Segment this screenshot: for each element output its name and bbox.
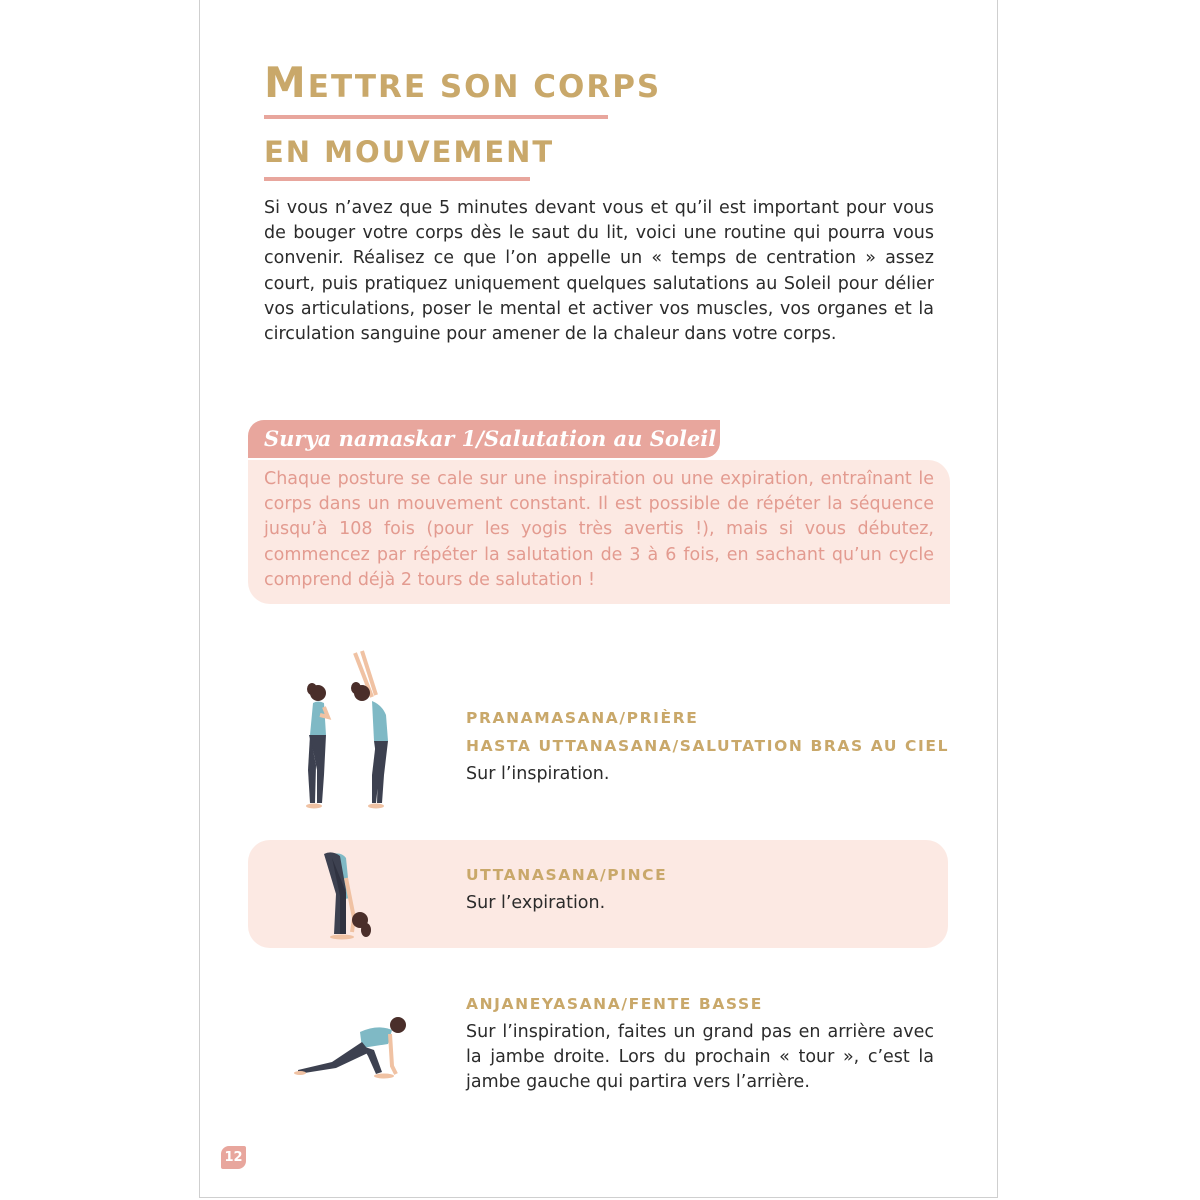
pose-2-text: Sur l’expiration. — [466, 893, 606, 913]
page-number: 12 — [221, 1146, 246, 1169]
info-box-label-text: Surya namaskar 1/Salutation au Soleil — [264, 426, 717, 451]
intro-paragraph: Si vous n’avez que 5 minutes devant vous et qu’il est important pour vous de bouger votre corps dès le saut du lit, voici une routine qui pourra vous convenir. Réalisez ce que l’on appelle un « temps de centration » assez court, puis pratiquez uniquement quelques salutations au Soleil pour délier vos articulations, poser le mental et activer vos muscles, vos organes et la circulation sanguine pour amener de la chaleur dans votre corps. — [264, 198, 934, 345]
title-rest: ETTRE SON CORPS — [307, 69, 662, 105]
title-initial: M — [264, 58, 308, 107]
pose-1-title: PRANAMASANA/PRIÈRE — [466, 709, 699, 727]
title-underline-1 — [264, 115, 608, 119]
page-title-line-2: EN MOUVEMENT — [264, 135, 555, 169]
info-box-text: Chaque posture se cale sur une inspiration ou une expiration, entraînant le corps dans un mouvement constant. Il est possible de répéter la séquence jusqu’à 108 fois (pour les yogis très avertis !), mais si vous débutez, commencez par répéter la salutation de 3 à 6 fois, en sachant qu’un cycle comprend déjà 2 tours de salutation ! — [264, 469, 934, 590]
low-lunge-pose-illustration — [288, 1010, 418, 1085]
pose-2-title: UTTANASANA/PINCE — [466, 866, 668, 884]
pose-1-subtitle: HASTA UTTANASANA/SALUTATION BRAS AU CIEL — [466, 737, 950, 755]
raised-arms-pose-figure — [351, 651, 388, 809]
pose-3-title: ANJANEYASANA/FENTE BASSE — [466, 995, 763, 1013]
low-lunge-figure — [294, 1017, 406, 1079]
page-title-line-1 — [264, 58, 661, 107]
pose-1-text: Sur l’inspiration. — [466, 764, 610, 784]
forward-fold-figure — [324, 852, 371, 939]
prayer-pose-figure — [306, 683, 328, 809]
pose-3-text: Sur l’inspiration, faites un grand pas en arrière avec la jambe droite. Lors du prochain « tour », c’est la jambe gauche qui partira vers l’arrière. — [466, 1022, 934, 1093]
prayer-and-raised-arms-pose-illustration — [290, 645, 410, 815]
info-box-label — [248, 420, 720, 458]
forward-fold-pose-illustration — [310, 848, 390, 943]
title-underline-2 — [264, 177, 530, 181]
